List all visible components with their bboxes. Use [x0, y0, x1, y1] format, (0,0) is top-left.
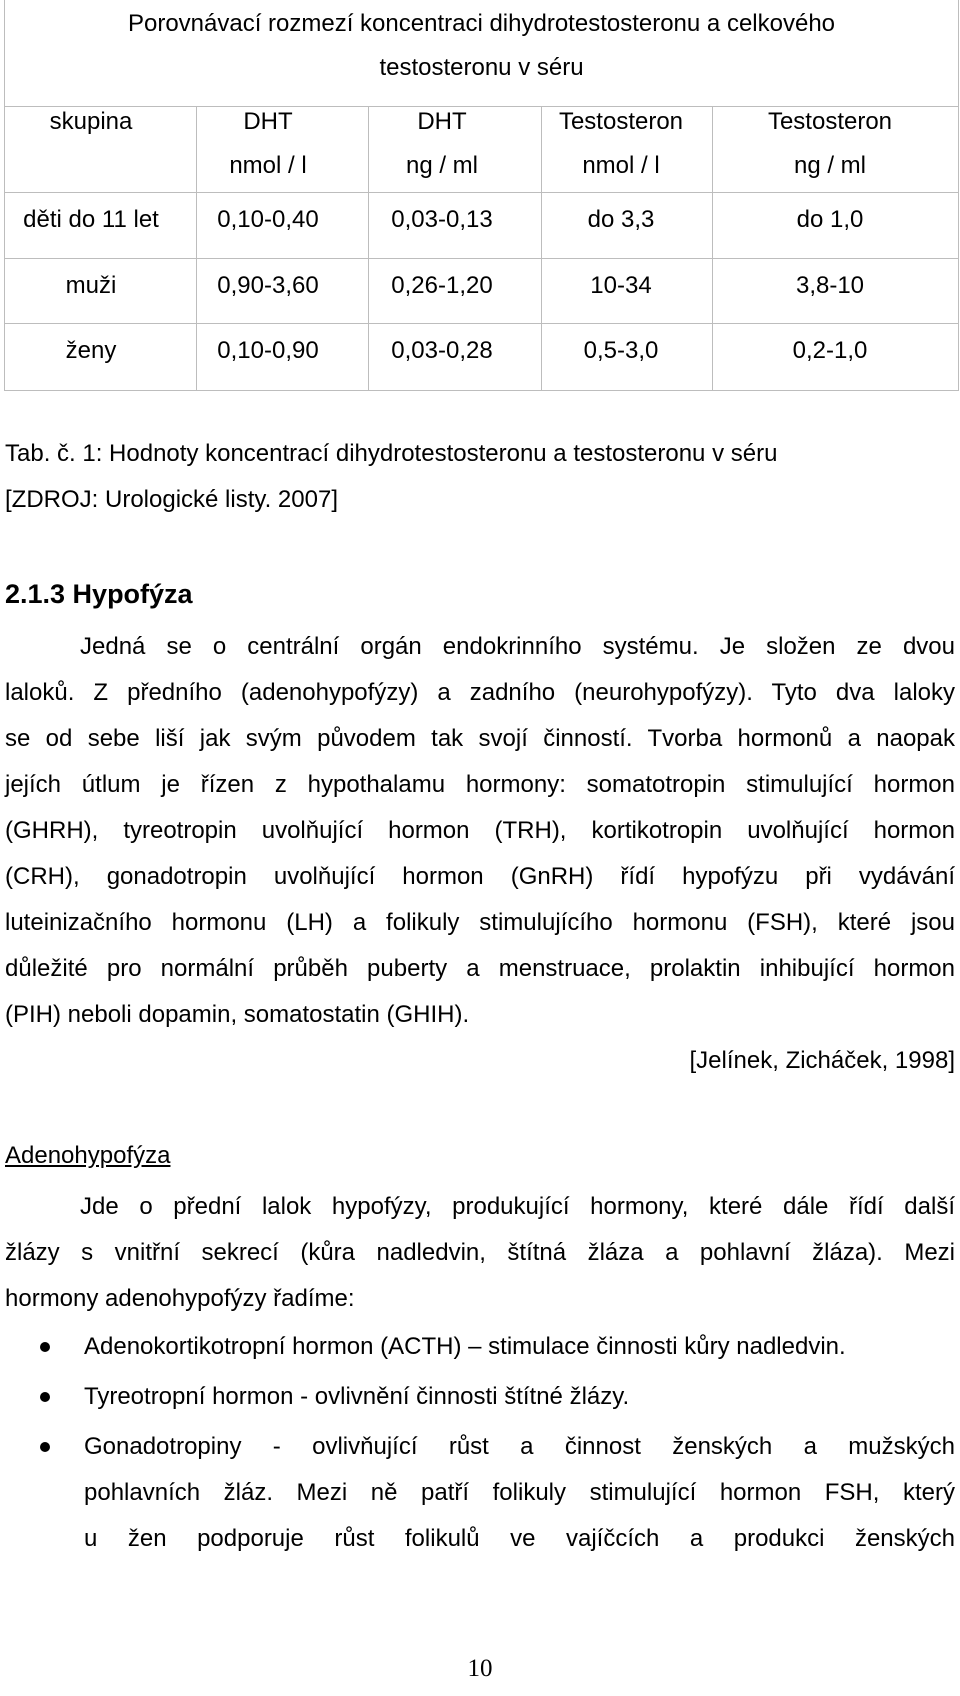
- table-column-divider: [541, 106, 542, 390]
- bullet-item: Tyreotropní hormon - ovlivnění činnosti štítné žlázy.: [84, 1383, 630, 1410]
- table-header-unit: ng / ml: [793, 152, 867, 179]
- bullet-item: Gonadotropiny - ovlivňující růst a činnost ženských a mužských: [84, 1433, 955, 1460]
- table-cell: do 3,3: [587, 206, 655, 233]
- table-header-cell: Testosteron: [767, 108, 893, 135]
- table-cell: 0,5-3,0: [583, 337, 659, 364]
- table-cell: 0,10-0,90: [217, 337, 319, 364]
- paragraph-line: hormony adenohypofýzy řadíme:: [5, 1285, 355, 1312]
- table-divider: [5, 323, 958, 324]
- reference-range-table: [4, 0, 959, 391]
- paragraph-line: důležité pro normální průběh puberty a menstruace, prolaktin inhibující hormon: [5, 955, 955, 982]
- paragraph-line: luteinizačního hormonu (LH) a folikuly stimulujícího hormonu (FSH), které jsou: [5, 909, 955, 936]
- bullet-item-continuation: pohlavních žláz. Mezi ně patří folikuly stimulující hormon FSH, který: [84, 1479, 955, 1506]
- citation: [Jelínek, Zicháček, 1998]: [689, 1047, 955, 1074]
- paragraph-line: jejích útlum je řízen z hypothalamu hormony: somatotropin stimulující hormon: [5, 771, 955, 798]
- table-cell: 10-34: [590, 272, 652, 299]
- page-number: 10: [467, 1655, 493, 1682]
- table-cell: muži: [65, 272, 117, 299]
- paragraph-line: laloků. Z předního (adenohypofýzy) a zadního (neurohypofýzy). Tyto dva laloky: [5, 679, 955, 706]
- subsection-heading: Adenohypofýza: [5, 1142, 171, 1169]
- table-cell: děti do 11 let: [23, 206, 159, 233]
- table-cell: ženy: [65, 337, 117, 364]
- table-header-cell: DHT: [417, 108, 467, 135]
- bullet-icon: [40, 1442, 50, 1452]
- table-column-divider: [196, 106, 197, 390]
- table-header-cell: DHT: [243, 108, 293, 135]
- table-header-unit: ng / ml: [405, 152, 479, 179]
- paragraph-line: (CRH), gonadotropin uvolňující hormon (GnRH) řídí hypofýzu při vydávání: [5, 863, 955, 890]
- table-caption: Tab. č. 1: Hodnoty koncentrací dihydrotestosteronu a testosteronu v séru: [5, 440, 778, 467]
- table-cell: 0,2-1,0: [792, 337, 868, 364]
- table-cell: 0,03-0,28: [391, 337, 493, 364]
- table-cell: do 1,0: [796, 206, 864, 233]
- table-cell: 0,90-3,60: [217, 272, 319, 299]
- table-divider: [5, 192, 958, 193]
- table-cell: 0,26-1,20: [391, 272, 493, 299]
- table-header-unit: nmol / l: [229, 152, 307, 179]
- table-title-line-1: Porovnávací rozmezí koncentraci dihydrotestosteronu a celkového: [127, 10, 836, 37]
- table-header-unit: nmol / l: [582, 152, 660, 179]
- table-column-divider: [368, 106, 369, 390]
- table-column-divider: [712, 106, 713, 390]
- paragraph-line: žlázy s vnitřní sekrecí (kůra nadledvin, štítná žláza a pohlavní žláza). Mezi: [5, 1239, 955, 1266]
- table-source: [ZDROJ: Urologické listy. 2007]: [5, 486, 338, 513]
- paragraph-line: (PIH) neboli dopamin, somatostatin (GHIH).: [5, 1001, 470, 1028]
- table-cell: 3,8-10: [795, 272, 865, 299]
- paragraph-line: Jde o přední lalok hypofýzy, produkující hormony, které dále řídí další: [80, 1193, 955, 1220]
- paragraph-line: (GHRH), tyreotropin uvolňující hormon (TRH), kortikotropin uvolňující hormon: [5, 817, 955, 844]
- table-header-cell: Testosteron: [558, 108, 684, 135]
- paragraph-line: Jedná se o centrální orgán endokrinního systému. Je složen ze dvou: [80, 633, 955, 660]
- section-heading: 2.1.3 Hypofýza: [5, 579, 193, 609]
- bullet-item-continuation: u žen podporuje růst folikulů ve vajíčcích a produkci ženských: [84, 1525, 955, 1552]
- table-cell: 0,03-0,13: [391, 206, 493, 233]
- table-header-cell: skupina: [49, 108, 133, 135]
- table-divider: [5, 106, 958, 107]
- table-cell: 0,10-0,40: [217, 206, 319, 233]
- table-divider: [5, 258, 958, 259]
- bullet-item: Adenokortikotropní hormon (ACTH) – stimulace činnosti kůry nadledvin.: [84, 1333, 846, 1360]
- table-title-line-2: testosteronu v séru: [379, 54, 584, 81]
- bullet-icon: [40, 1392, 50, 1402]
- paragraph-line: se od sebe liší jak svým původem tak svojí činností. Tvorba hormonů a naopak: [5, 725, 955, 752]
- bullet-icon: [40, 1342, 50, 1352]
